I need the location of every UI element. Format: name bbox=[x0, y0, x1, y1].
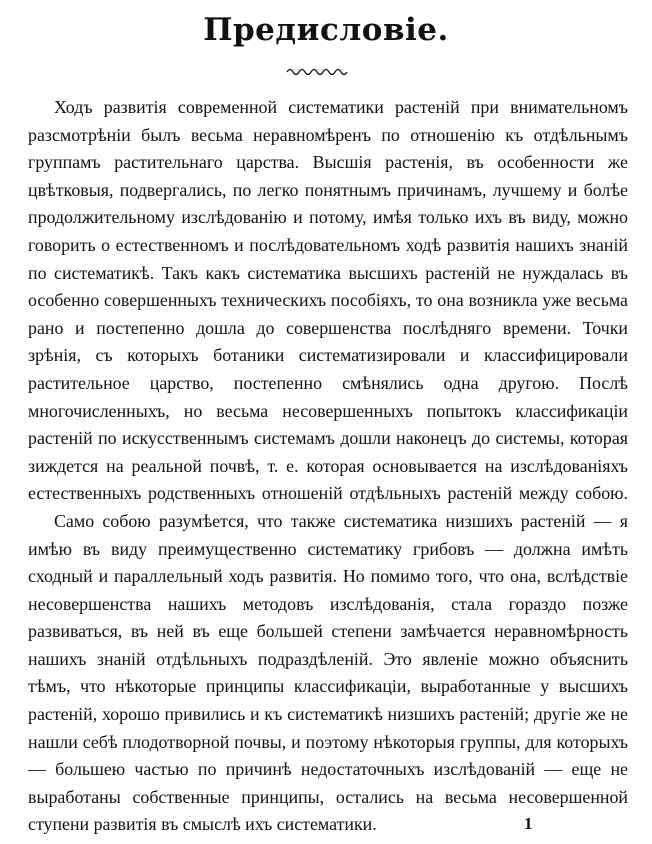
paragraph-2: Само собою разумѣется, что также систематика низшихъ растеній — я имѣю въ виду преимущественно систематику грибовъ — должна имѣть сходный и параллельный ходъ развитія. Но помимо того, что она, вслѣдствіе несовершенства нашихъ методовъ изслѣдованія, стала гораздо позже развиваться, въ ней въ еще большей степени замѣчается неравномѣрность нашихъ знаній отдѣльныхъ подраздѣленій. Это явленіе можно объяснить тѣмъ, что нѣкоторые принципы классификаціи, выработанные у высшихъ растеній, хорошо привились и къ систематикѣ низшихъ растеній; другіе же не нашли себѣ плодотворной почвы, и поэтому нѣкоторыя группы, для которыхъ — большею частью по причинѣ недостаточныхъ изслѣдованій — еще не выработаны собственные принципы, остались на весьма несовершенной ступени развитія въ смыслѣ ихъ систематики. bbox=[28, 510, 628, 835]
paragraph-1: Ходъ развитія современной систематики растеній при внимательномъ разсмотрѣніи былъ весьма неравномѣренъ по отношенію къ отдѣльнымъ группамъ растительнаго царства. Высшія растенія, въ особенности же цвѣтковыя, подвергались, по легко понятнымъ причинамъ, лучшему и болѣе продолжительному изслѣдованію и потому, имѣя только ихъ въ виду, можно говорить о естественномъ и послѣдовательномъ ходѣ развитія нашихъ знаній по систематикѣ. Такъ какъ систематика высшихъ растеній не нуждалась въ особенно совершенныхъ техническихъ пособіяхъ, то она возникла уже весьма рано и постепенно дошла до совершенства послѣдняго времени. Точки зрѣнія, съ которыхъ ботаники систематизировали и классифицировали растительное царство, постепенно смѣнялись одна другою. Послѣ многочисленныхъ, но весьма несовершенныхъ попытокъ классификаціи растеній по искусственнымъ системамъ дошли наконецъ до системы, которая зиждется на реальной почвѣ, т. е. которая основывается на изслѣдованіяхъ естественныхъ родственныхъ отношеній отдѣльныхъ растеній между собою. bbox=[28, 97, 628, 504]
body-text bbox=[28, 94, 628, 839]
chapter-heading: Предисловіе. bbox=[203, 12, 449, 48]
page-number: 1 bbox=[524, 814, 533, 833]
wavy-ornament bbox=[286, 66, 348, 76]
